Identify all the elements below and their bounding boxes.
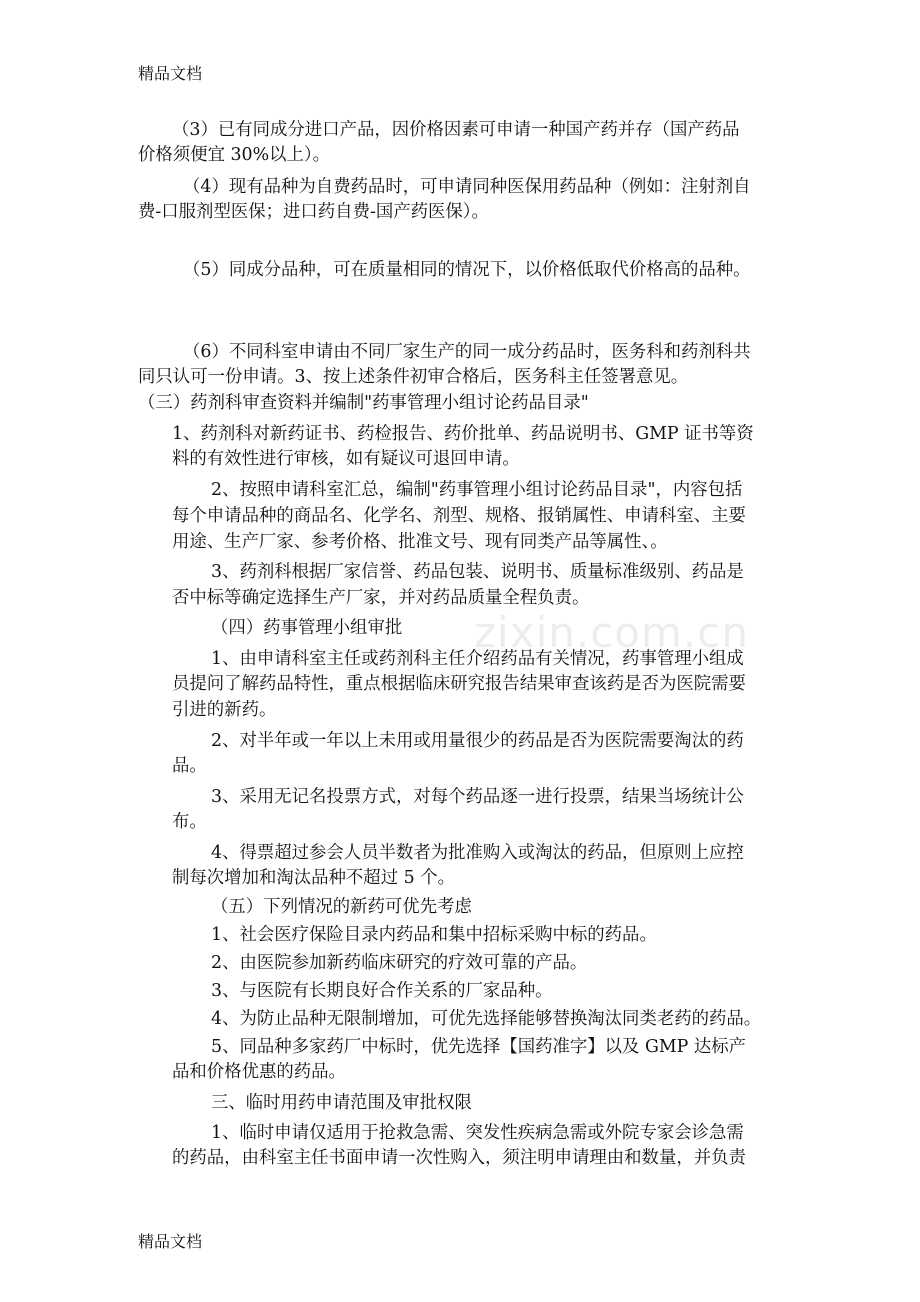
text-line: 3、药剂科根据厂家信誉、药品包装、说明书、质量标准级别、药品是 — [211, 562, 744, 582]
text-line: 同只认可一份申请。3、按上述条件初审合格后，医务科主任签署意见。 — [138, 367, 689, 387]
text-line: 1、社会医疗保险目录内药品和集中招标采购中标的药品。 — [211, 925, 657, 945]
section-heading: 三、临时用药申请范围及审批权限 — [211, 1093, 472, 1113]
section-heading: （三）药剂科审查资料并编制"药事管理小组讨论药品目录" — [138, 393, 589, 413]
text-line: 每个申请品种的商品名、化学名、剂型、规格、报销属性、申请科室、主要 — [172, 506, 746, 526]
text-line: 制每次增加和淘汰品种不超过 5 个。 — [172, 868, 455, 888]
text-line: 料的有效性进行审核，如有疑议可退回申请。 — [172, 449, 520, 469]
text-line: （6）不同科室申请由不同厂家生产的同一成分药品时，医务科和药剂科共 — [183, 342, 751, 362]
text-line: 1、药剂科对新药证书、药检报告、药价批单、药品说明书、GMP 证书等资 — [172, 424, 754, 444]
text-line: （3）已有同成分进口产品，因价格因素可申请一种国产药并存（国产药品 — [172, 120, 740, 140]
text-line: 品。 — [172, 756, 207, 776]
text-line: 的药品，由科室主任书面申请一次性购入，须注明申请理由和数量，并负责 — [172, 1148, 746, 1168]
text-line: 1、临时申请仅适用于抢救急需、突发性疾病急需或外院专家会诊急需 — [211, 1123, 744, 1143]
text-line: （4）现有品种为自费药品时，可申请同种医保用药品种（例如：注射剂自 — [183, 177, 751, 197]
text-line: 布。 — [172, 812, 207, 832]
text-line: 引进的新药。 — [172, 700, 277, 720]
text-line: 4、为防止品种无限制增加，可优先选择能够替换淘汰同类老药的药品。 — [211, 1009, 762, 1029]
text-line: 3、与医院有长期良好合作关系的厂家品种。 — [211, 981, 553, 1001]
text-line: 用途、生产厂家、参考价格、批准文号、现有同类产品等属性、。 — [172, 532, 668, 552]
text-line: 价格须便宜 30%以上）。 — [138, 145, 330, 165]
text-line: 2、按照申请科室汇总，编制"药事管理小组讨论药品目录"，内容包括 — [211, 480, 743, 500]
text-line: 品和价格优惠的药品。 — [172, 1062, 346, 1082]
text-line: 费-口服剂型医保；进口药自费-国产药医保）。 — [138, 202, 489, 222]
text-line: 3、采用无记名投票方式，对每个药品逐一进行投票，结果当场统计公 — [211, 787, 744, 807]
text-line: 否中标等确定选择生产厂家，并对药品质量全程负责。 — [172, 588, 590, 608]
text-line: 2、由医院参加新药临床研究的疗效可靠的产品。 — [211, 953, 588, 973]
page-footer: 精品文档 — [138, 1232, 203, 1251]
text-line: 4、得票超过参会人员半数者为批准购入或淘汰的药品，但原则上应控 — [211, 843, 744, 863]
text-line: 员提问了解药品特性，重点根据临床研究报告结果审查该药是否为医院需要 — [172, 674, 746, 694]
page-header: 精品文档 — [138, 64, 203, 83]
section-heading: （四）药事管理小组审批 — [211, 618, 403, 638]
text-line: 5、同品种多家药厂中标时，优先选择【国药准字】以及 GMP 达标产 — [211, 1037, 747, 1057]
watermark: zixin.com.cn — [474, 608, 749, 657]
section-heading: （五）下列情况的新药可优先考虑 — [211, 897, 472, 917]
text-line: （5）同成分品种，可在质量相同的情况下，以价格低取代价格高的品种。 — [183, 260, 751, 280]
text-line: 1、由申请科室主任或药剂科主任介绍药品有关情况，药事管理小组成 — [211, 649, 744, 669]
text-line: 2、对半年或一年以上未用或用量很少的药品是否为医院需要淘汰的药 — [211, 731, 744, 751]
